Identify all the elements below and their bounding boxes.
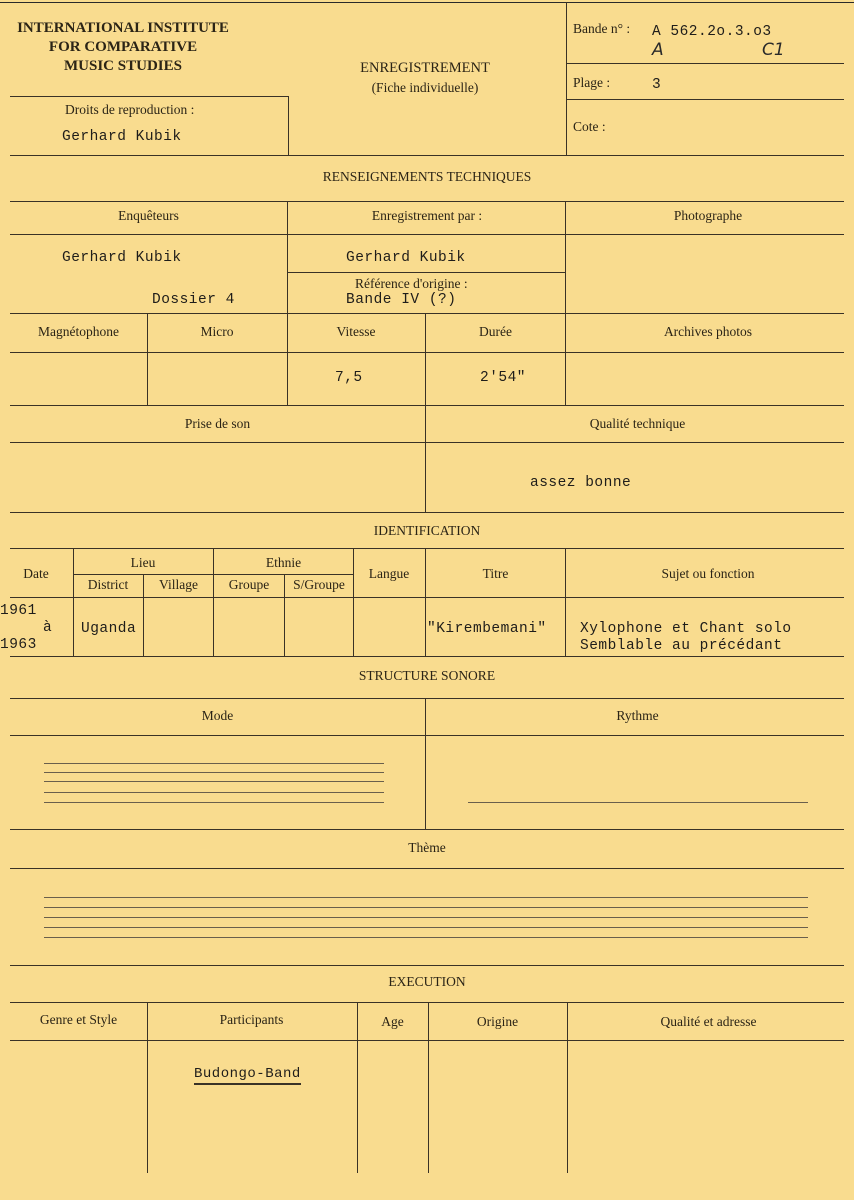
sujet-line-2: Semblable au précédant (580, 638, 783, 654)
date-line-1: 1961 (0, 603, 37, 619)
participants-label: Participants (219, 1012, 284, 1027)
enregistrement-value: Gerhard Kubik (346, 250, 466, 266)
archives-label: Archives photos (663, 324, 753, 339)
sujet-line-1: Xylophone et Chant solo (580, 621, 792, 637)
dossier-value: Dossier 4 (152, 292, 235, 308)
droits-value: Gerhard Kubik (62, 129, 182, 145)
qualite-adresse-label: Qualité et adresse (660, 1014, 757, 1029)
micro-label: Micro (200, 324, 234, 339)
date-line-3: 1963 (0, 637, 37, 653)
age-label: Age (381, 1014, 404, 1029)
genre-label: Genre et Style (39, 1012, 118, 1027)
enregistrement-label: Enregistrement par : (371, 208, 483, 223)
lieu-label: Lieu (130, 555, 156, 570)
institute-line-2: FOR COMPARATIVE (48, 39, 198, 55)
origine-label: Origine (476, 1014, 519, 1029)
vitesse-value: 7,5 (335, 370, 363, 386)
qualite-label: Qualité technique (589, 416, 686, 431)
sgroupe-label: S/Groupe (293, 577, 345, 592)
droits-label: Droits de reproduction : (65, 102, 195, 117)
bande-value: A 562.2o.3.o3 (652, 24, 772, 40)
execution-section-title: EXECUTION (388, 974, 466, 989)
photographe-label: Photographe (673, 208, 743, 223)
date-line-2: à (43, 620, 53, 636)
district-value: Uganda (81, 621, 137, 637)
bande-handwritten-a: A (652, 40, 664, 60)
magnetophone-label: Magnétophone (38, 324, 119, 339)
technique-section-title: RENSEIGNEMENTS TECHNIQUES (322, 169, 532, 184)
form-subtitle: (Fiche individuelle) (371, 80, 479, 95)
identification-section-title: IDENTIFICATION (373, 523, 481, 538)
institute-line-3: MUSIC STUDIES (64, 58, 182, 74)
district-label: District (87, 577, 129, 592)
mode-label: Mode (201, 708, 234, 723)
form-title: ENREGISTREMENT (360, 60, 490, 76)
titre-label: Titre (482, 566, 509, 581)
plage-label: Plage : (573, 75, 611, 90)
qualite-value: assez bonne (530, 475, 632, 491)
rythme-label: Rythme (616, 708, 659, 723)
village-label: Village (159, 577, 198, 592)
titre-value: "Kirembemani" (427, 621, 547, 637)
participants-value: Budongo-Band (194, 1066, 301, 1085)
enqueteurs-value: Gerhard Kubik (62, 250, 182, 266)
institute-line-1: INTERNATIONAL INSTITUTE (17, 20, 229, 36)
sujet-label: Sujet ou fonction (661, 566, 755, 581)
duree-value: 2'54" (480, 370, 527, 386)
prise-label: Prise de son (184, 416, 251, 431)
bande-handwritten-c1: C1 (762, 40, 785, 60)
plage-value: 3 (652, 77, 662, 93)
groupe-label: Groupe (228, 577, 270, 592)
date-label: Date (23, 566, 49, 581)
cote-label: Cote : (573, 119, 606, 134)
langue-label: Langue (368, 566, 410, 581)
duree-label: Durée (479, 324, 512, 339)
ethnie-label: Ethnie (265, 555, 302, 570)
vitesse-label: Vitesse (336, 324, 376, 339)
bande-label: Bande n° : (573, 21, 631, 36)
enqueteurs-label: Enquêteurs (118, 208, 179, 223)
institute-name (4, 19, 242, 76)
reference-label: Référence d'origine : (355, 276, 468, 291)
theme-label: Thème (408, 840, 446, 855)
reference-value: Bande IV (?) (346, 292, 457, 308)
structure-section-title: STRUCTURE SONORE (358, 668, 496, 683)
